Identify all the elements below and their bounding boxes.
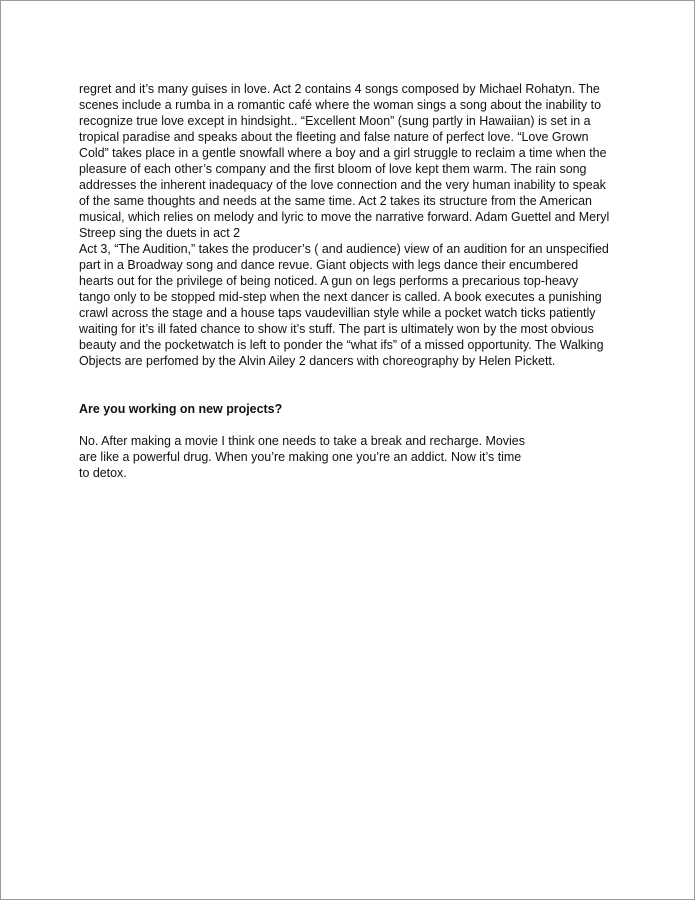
text-line: tango only to be stopped mid-step when the next dancer is called. A book executes a punishing [79, 290, 602, 304]
text-line: beauty and the pocketwatch is left to ponder the “what ifs” of a missed opportunity. The Walking [79, 338, 604, 352]
text-line: addresses the inherent inadequacy of the love connection and the very human inability to speak [79, 178, 606, 192]
text-line: to detox. [79, 466, 127, 480]
text-line: part in a Broadway song and dance revue. Giant objects with legs dance their encumbered [79, 258, 579, 272]
text-line: Streep sing the duets in act 2 [79, 226, 241, 240]
text-line: musical, which relies on melody and lyric to move the narrative forward. Adam Guettel and Meryl [79, 210, 610, 224]
paragraph-act-2 [79, 81, 619, 241]
text-line: regret and it’s many guises in love. Act 2 contains 4 songs composed by Michael Rohatyn. The [79, 82, 600, 96]
text-line: Cold” takes place in a gentle snowfall where a boy and a girl struggle to reclaim a time when the [79, 146, 607, 160]
text-line: scenes include a rumba in a romantic café where the woman sings a song about the inability to [79, 98, 601, 112]
text-line: Act 3, “The Audition,” takes the producer’s ( and audience) view of an audition for an unspecified [79, 242, 609, 256]
text-line: pleasure of each other’s company and the first bloom of love kept them warm. The rain song [79, 162, 587, 176]
document-body [79, 81, 619, 481]
text-line: are like a powerful drug. When you’re making one you’re an addict. Now it’s time [79, 450, 522, 464]
paragraph-act-3 [79, 241, 619, 369]
text-line: Objects are perfomed by the Alvin Ailey 2 dancers with choreography by Helen Pickett. [79, 354, 556, 368]
text-line: tropical paradise and speaks about the fleeting and false nature of perfect love. “Love Grown [79, 130, 589, 144]
interview-answer [79, 433, 619, 481]
text-line: of the same thoughts and needs at the same time. Act 2 takes its structure from the American [79, 194, 592, 208]
text-line: crawl across the stage and a house taps vaudevillian style while a pocket watch ticks patiently [79, 306, 596, 320]
text-line: No. After making a movie I think one needs to take a break and recharge. Movies [79, 434, 525, 448]
interview-question: Are you working on new projects? [79, 402, 283, 416]
text-line: waiting for it’s ill fated chance to show it’s stuff. The part is ultimately won by the most obvious [79, 322, 594, 336]
text-line: hearts out for the privilege of being noticed. A gun on legs performs a precarious top-heavy [79, 274, 579, 288]
text-line: recognize true love except in hindsight.. “Excellent Moon” (sung partly in Hawaiian) is set in a [79, 114, 591, 128]
